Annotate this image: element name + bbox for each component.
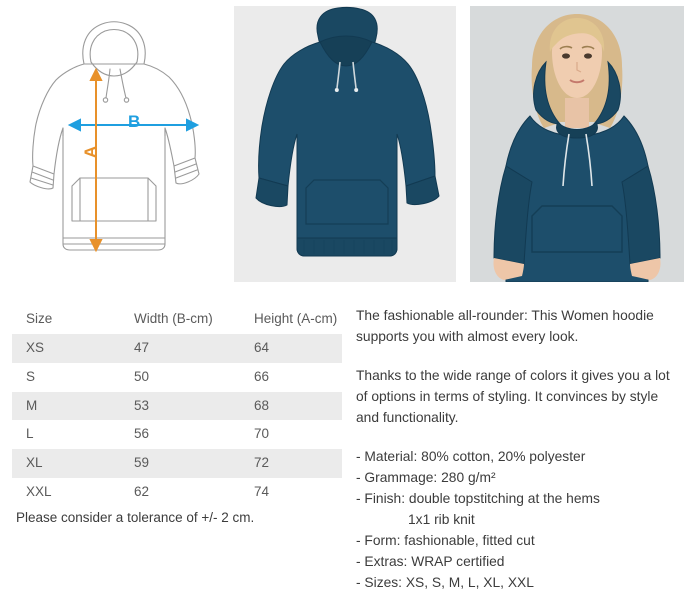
product-flat-photo [234, 6, 456, 282]
spec-finish: - Finish: double topstitching at the hems [356, 491, 600, 506]
cell-height: 66 [254, 368, 270, 384]
header-size: Size [26, 311, 53, 326]
cell-height: 70 [254, 426, 270, 442]
table-row [12, 392, 342, 421]
size-table [12, 305, 342, 507]
header-height: Height (A-cm) [254, 311, 338, 326]
product-description [356, 305, 678, 593]
height-dimension-label: A [81, 145, 101, 159]
spec-material: - Material: 80% cotton, 20% polyester [356, 449, 586, 464]
description-paragraph-1: The fashionable all-rounder: This Women hoodie supports you with almost every look. [356, 308, 654, 344]
cell-size: L [26, 426, 34, 442]
cell-size: M [26, 397, 38, 413]
model-photo [470, 6, 684, 282]
technical-drawing-panel [6, 6, 220, 282]
cell-height: 74 [254, 484, 270, 500]
spec-grammage: - Grammage: 280 g/m² [356, 470, 496, 485]
cell-width: 53 [134, 397, 150, 413]
spec-sizes: - Sizes: XS, S, M, L, XL, XXL [356, 575, 534, 590]
cell-size: XXL [26, 484, 52, 500]
cell-width: 50 [134, 368, 150, 384]
cell-size: S [26, 368, 36, 384]
woman-wearing-hoodie-icon [470, 6, 684, 282]
spec-form: - Form: fashionable, fitted cut [356, 533, 535, 548]
description-paragraph-2: Thanks to the wide range of colors it gives you a lot of options in terms of styling. It convinces by style and functionality. [356, 368, 670, 425]
cell-width: 59 [134, 455, 150, 471]
cell-height: 68 [254, 397, 270, 413]
cell-size: XL [26, 455, 43, 471]
cell-width: 47 [134, 339, 150, 355]
header-width: Width (B-cm) [134, 311, 213, 326]
cell-size: XS [26, 339, 45, 355]
cell-height: 64 [254, 339, 270, 355]
cell-width: 56 [134, 426, 150, 442]
spec-finish-detail: 1x1 rib knit [408, 512, 475, 527]
hoodie-technical-drawing-icon [6, 6, 220, 282]
table-row [12, 363, 342, 392]
table-row [12, 449, 342, 478]
spec-list [356, 446, 678, 593]
image-row [0, 0, 690, 288]
cell-height: 72 [254, 455, 270, 471]
spec-extras: - Extras: WRAP certified [356, 554, 505, 569]
tolerance-note: Please consider a tolerance of +/- 2 cm. [16, 510, 255, 525]
width-dimension-label: B [128, 112, 141, 131]
table-header-row [12, 305, 342, 334]
navy-hoodie-flat-icon [234, 6, 456, 282]
table-row [12, 420, 342, 449]
table-row [12, 478, 342, 507]
cell-width: 62 [134, 484, 150, 500]
table-row [12, 334, 342, 363]
